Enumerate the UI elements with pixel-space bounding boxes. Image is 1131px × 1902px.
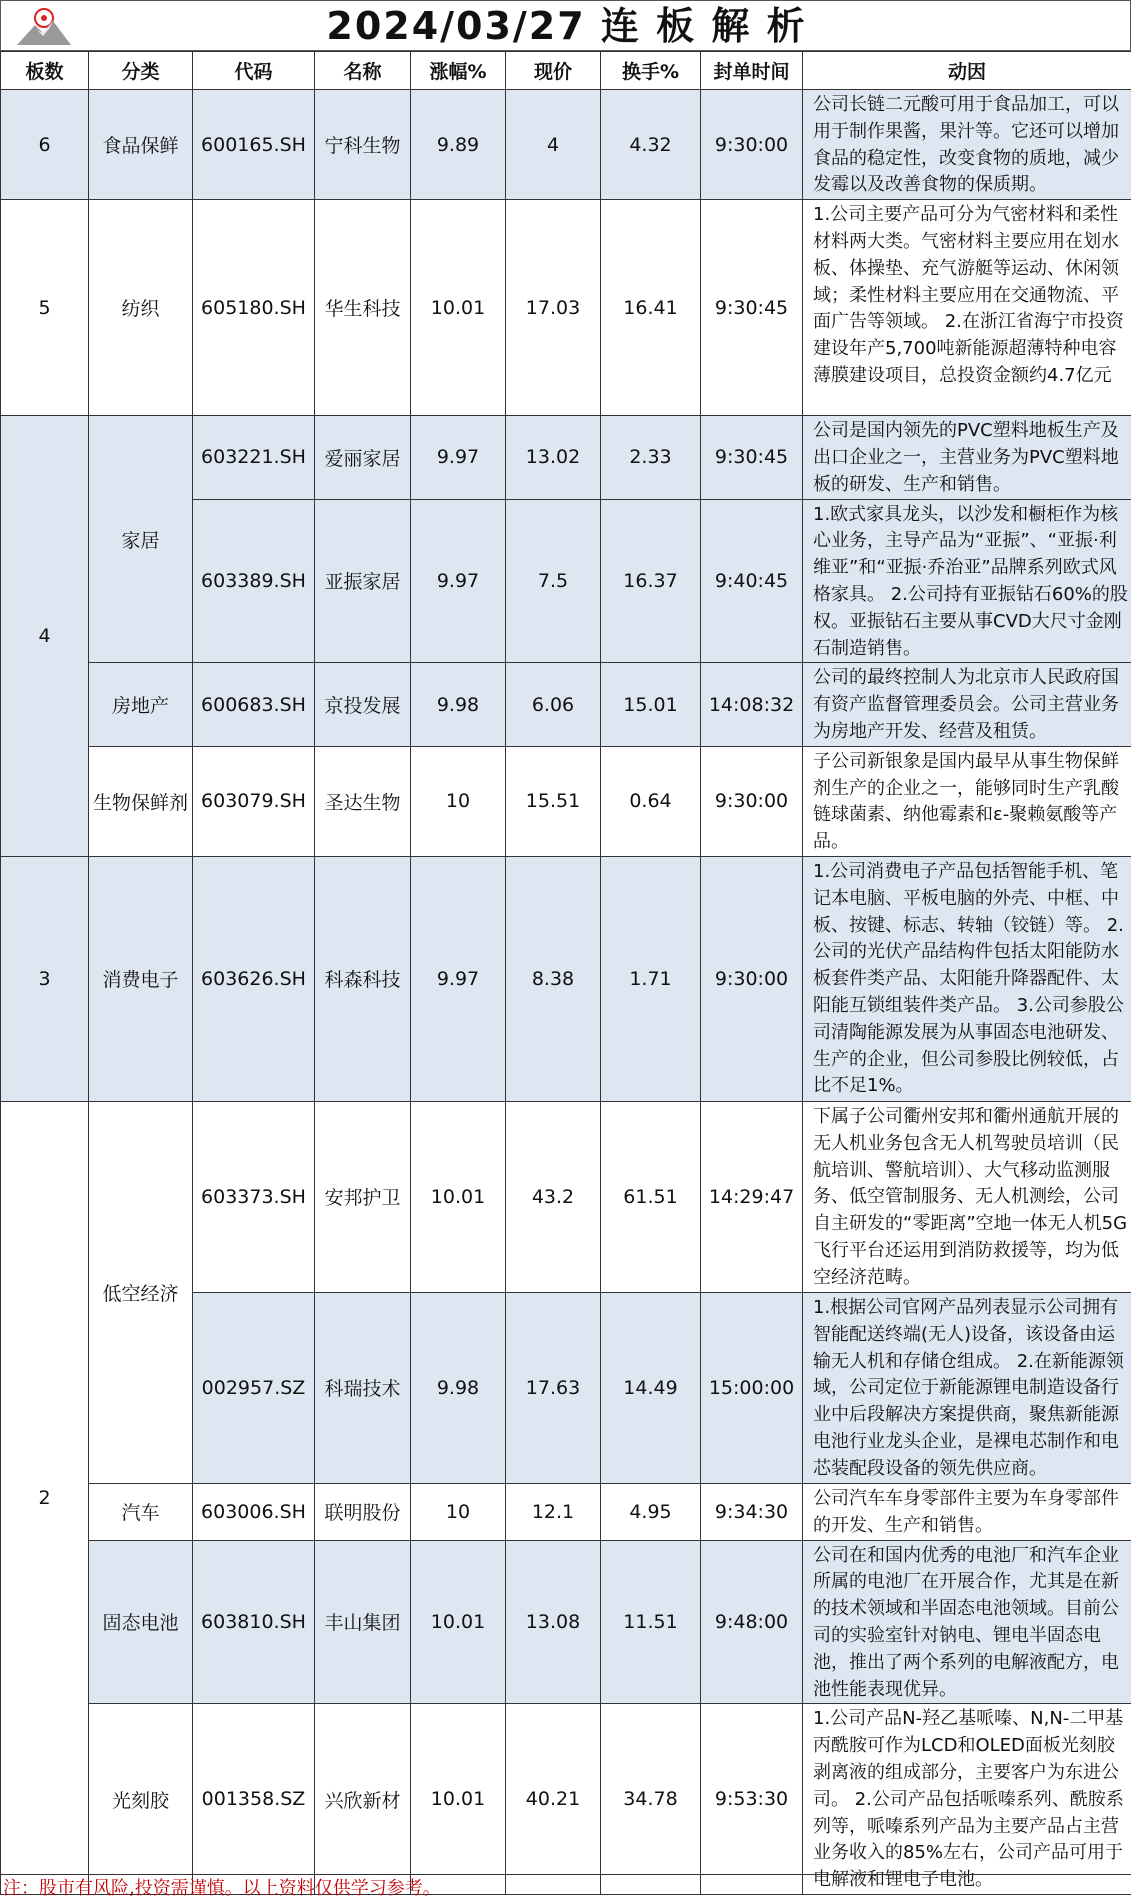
code-cell: 600683.SH	[193, 663, 315, 746]
reason-cell: 1.根据公司官网产品列表显示公司拥有智能配送终端(无人)设备，该设备由运输无人机和存储仓组成。 2.在新能源领域，公司定位于新能源锂电制造设备行业中后段解决方案提供商，聚焦新能源电池行业龙头企业，是裸电芯制作和电芯装配段设备的领先供应商。	[803, 1292, 1131, 1483]
category-cell: 生物保鲜剂	[89, 746, 193, 856]
boards-cell: 5	[1, 200, 89, 416]
category-cell: 家居	[89, 416, 193, 663]
name-cell: 华生科技	[315, 200, 411, 416]
category-cell: 房地产	[89, 663, 193, 746]
seal-time-cell: 9:30:00	[701, 746, 803, 856]
header-category: 分类	[89, 52, 193, 90]
name-cell: 科瑞技术	[315, 1292, 411, 1483]
seal-time-cell: 9:40:45	[701, 499, 803, 663]
seal-time-cell: 9:30:45	[701, 416, 803, 499]
turnover-cell: 34.78	[601, 1704, 701, 1895]
change-cell: 10	[411, 746, 506, 856]
reason-cell: 公司在和国内优秀的电池厂和汽车企业所属的电池厂在开展合作，尤其是在新的技术领域和半固态电池领域。目前公司的实验室针对钠电、锂电半固态电池，推出了两个系列的电解液配方，电池性能表现优异。	[803, 1540, 1131, 1704]
change-cell: 10.01	[411, 1101, 506, 1292]
turnover-cell: 2.33	[601, 416, 701, 499]
change-cell: 9.97	[411, 499, 506, 663]
header-price: 现价	[506, 52, 601, 90]
change-cell: 9.98	[411, 663, 506, 746]
name-cell: 亚振家居	[315, 499, 411, 663]
category-cell: 汽车	[89, 1483, 193, 1540]
table-row	[1, 856, 1131, 1101]
name-cell: 圣达生物	[315, 746, 411, 856]
seal-time-cell: 9:30:00	[701, 90, 803, 200]
price-cell: 17.63	[506, 1292, 601, 1483]
turnover-cell: 61.51	[601, 1101, 701, 1292]
reason-cell: 1.公司消费电子产品包括智能手机、笔记本电脑、平板电脑的外壳、中框、中板、按键、标志、转轴（铰链）等。 2.公司的光伏产品结构件包括太阳能防水板套件类产品、太阳能升降器配件、太阳能互锁组装件类产品。 3.公司参股公司清陶能源发展为从事固态电池研发、生产的企业，但公司参股比例较低，占比不足1%。	[803, 856, 1131, 1101]
title-bar	[0, 0, 1131, 51]
change-cell: 9.89	[411, 90, 506, 200]
boards-cell: 3	[1, 856, 89, 1101]
seal-time-cell: 9:30:00	[701, 856, 803, 1101]
seal-time-cell: 14:08:32	[701, 663, 803, 746]
turnover-cell: 15.01	[601, 663, 701, 746]
code-cell: 001358.SZ	[193, 1704, 315, 1895]
price-cell: 17.03	[506, 200, 601, 416]
change-cell: 9.97	[411, 416, 506, 499]
turnover-cell: 11.51	[601, 1540, 701, 1704]
price-cell: 12.1	[506, 1483, 601, 1540]
seal-time-cell: 9:34:30	[701, 1483, 803, 1540]
seal-time-cell: 15:00:00	[701, 1292, 803, 1483]
turnover-cell: 16.41	[601, 200, 701, 416]
code-cell: 603221.SH	[193, 416, 315, 499]
category-cell: 固态电池	[89, 1540, 193, 1704]
header-change: 涨幅%	[411, 52, 506, 90]
change-cell: 9.98	[411, 1292, 506, 1483]
name-cell: 宁科生物	[315, 90, 411, 200]
price-cell: 43.2	[506, 1101, 601, 1292]
boards-cell: 6	[1, 90, 89, 200]
code-cell: 603079.SH	[193, 746, 315, 856]
header-reason: 动因	[803, 52, 1131, 90]
name-cell: 爱丽家居	[315, 416, 411, 499]
turnover-cell: 0.64	[601, 746, 701, 856]
name-cell: 联明股份	[315, 1483, 411, 1540]
turnover-cell: 4.32	[601, 90, 701, 200]
category-cell: 光刻胶	[89, 1704, 193, 1895]
stock-table	[0, 51, 1131, 1895]
price-cell: 7.5	[506, 499, 601, 663]
seal-time-cell: 14:29:47	[701, 1101, 803, 1292]
turnover-cell: 1.71	[601, 856, 701, 1101]
name-cell: 兴欣新材	[315, 1704, 411, 1895]
reason-cell: 公司是国内领先的PVC塑料地板生产及出口企业之一，主营业务为PVC塑料地板的研发、生产和销售。	[803, 416, 1131, 499]
page-title: 2024/03/27 连 板 解 析	[1, 1, 1131, 52]
code-cell: 603006.SH	[193, 1483, 315, 1540]
table-row	[1, 416, 1131, 499]
header-turnover: 换手%	[601, 52, 701, 90]
table-row	[1, 200, 1131, 416]
price-cell: 13.08	[506, 1540, 601, 1704]
change-cell: 10.01	[411, 1704, 506, 1895]
code-cell: 603389.SH	[193, 499, 315, 663]
seal-time-cell: 9:53:30	[701, 1704, 803, 1895]
price-cell: 13.02	[506, 416, 601, 499]
boards-cell: 2	[1, 1101, 89, 1894]
category-cell: 纺织	[89, 200, 193, 416]
turnover-cell: 14.49	[601, 1292, 701, 1483]
table-row	[1, 1704, 1131, 1895]
price-cell: 6.06	[506, 663, 601, 746]
table-row	[1, 1540, 1131, 1704]
category-cell: 食品保鲜	[89, 90, 193, 200]
code-cell: 600165.SH	[193, 90, 315, 200]
category-cell: 低空经济	[89, 1101, 193, 1483]
reason-cell: 1.公司产品N-羟乙基哌嗪、N,N-二甲基丙酰胺可作为LCD和OLED面板光刻胶剥离液的组成部分，主要客户为东进公司。 2.公司产品包括哌嗪系列、酰胺系列等，哌嗪系列产品为主要产品占主营业务收入的85%左右，公司产品可用于电解液和锂电子电池。	[803, 1704, 1131, 1895]
reason-cell: 公司汽车车身零部件主要为车身零部件的开发、生产和销售。	[803, 1483, 1131, 1540]
change-cell: 10	[411, 1483, 506, 1540]
header-name: 名称	[315, 52, 411, 90]
seal-time-cell: 9:48:00	[701, 1540, 803, 1704]
reason-cell: 子公司新银象是国内最早从事生物保鲜剂生产的企业之一，能够同时生产乳酸链球菌素、纳他霉素和ε-聚赖氨酸等产品。	[803, 746, 1131, 856]
header-row	[1, 52, 1131, 90]
reason-cell: 公司长链二元酸可用于食品加工，可以用于制作果酱，果汁等。它还可以增加食品的稳定性，改变食物的质地，减少发霉以及改善食物的保质期。	[803, 90, 1131, 200]
code-cell: 603373.SH	[193, 1101, 315, 1292]
header-seal-time: 封单时间	[701, 52, 803, 90]
table-row	[1, 1101, 1131, 1292]
price-cell: 8.38	[506, 856, 601, 1101]
turnover-cell: 4.95	[601, 1483, 701, 1540]
code-cell: 605180.SH	[193, 200, 315, 416]
table-row	[1, 663, 1131, 746]
boards-cell: 4	[1, 416, 89, 857]
table-row	[1, 1483, 1131, 1540]
reason-cell: 1.公司主要产品可分为气密材料和柔性材料两大类。气密材料主要应用在划水板、体操垫、充气游艇等运动、休闲领域；柔性材料主要应用在交通物流、平面广告等领域。 2.在浙江省海宁市投资建设年产5,700吨新能源超薄特种电容薄膜建设项目，总投资金额约4.7亿元	[803, 200, 1131, 416]
header-code: 代码	[193, 52, 315, 90]
change-cell: 10.01	[411, 1540, 506, 1704]
price-cell: 15.51	[506, 746, 601, 856]
code-cell: 002957.SZ	[193, 1292, 315, 1483]
turnover-cell: 16.37	[601, 499, 701, 663]
name-cell: 安邦护卫	[315, 1101, 411, 1292]
reason-cell: 公司的最终控制人为北京市人民政府国有资产监督管理委员会。公司主营业务为房地产开发、经营及租赁。	[803, 663, 1131, 746]
table-row	[1, 90, 1131, 200]
code-cell: 603626.SH	[193, 856, 315, 1101]
name-cell: 丰山集团	[315, 1540, 411, 1704]
price-cell: 40.21	[506, 1704, 601, 1895]
code-cell: 603810.SH	[193, 1540, 315, 1704]
change-cell: 9.97	[411, 856, 506, 1101]
table-row	[1, 746, 1131, 856]
footnote: 注：股市有风险,投资需谨慎。以上资料仅供学习参考。	[0, 1874, 1131, 1901]
category-cell: 消费电子	[89, 856, 193, 1101]
price-cell: 4	[506, 90, 601, 200]
name-cell: 科森科技	[315, 856, 411, 1101]
change-cell: 10.01	[411, 200, 506, 416]
header-boards: 板数	[1, 52, 89, 90]
name-cell: 京投发展	[315, 663, 411, 746]
reason-cell: 下属子公司衢州安邦和衢州通航开展的无人机业务包含无人机驾驶员培训（民航培训、警航培训）、大气移动监测服务、低空管制服务、无人机测绘，公司自主研发的“零距离”空地一体无人机5G飞行平台还运用到消防救援等，均为低空经济范畴。	[803, 1101, 1131, 1292]
reason-cell: 1.欧式家具龙头，以沙发和橱柜作为核心业务，主导产品为“亚振”、“亚振·利维亚”和“亚振·乔治亚”品牌系列欧式风格家具。 2.公司持有亚振钻石60%的股权。亚振钻石主要从事CVD大尺寸金刚石制造销售。	[803, 499, 1131, 663]
seal-time-cell: 9:30:45	[701, 200, 803, 416]
